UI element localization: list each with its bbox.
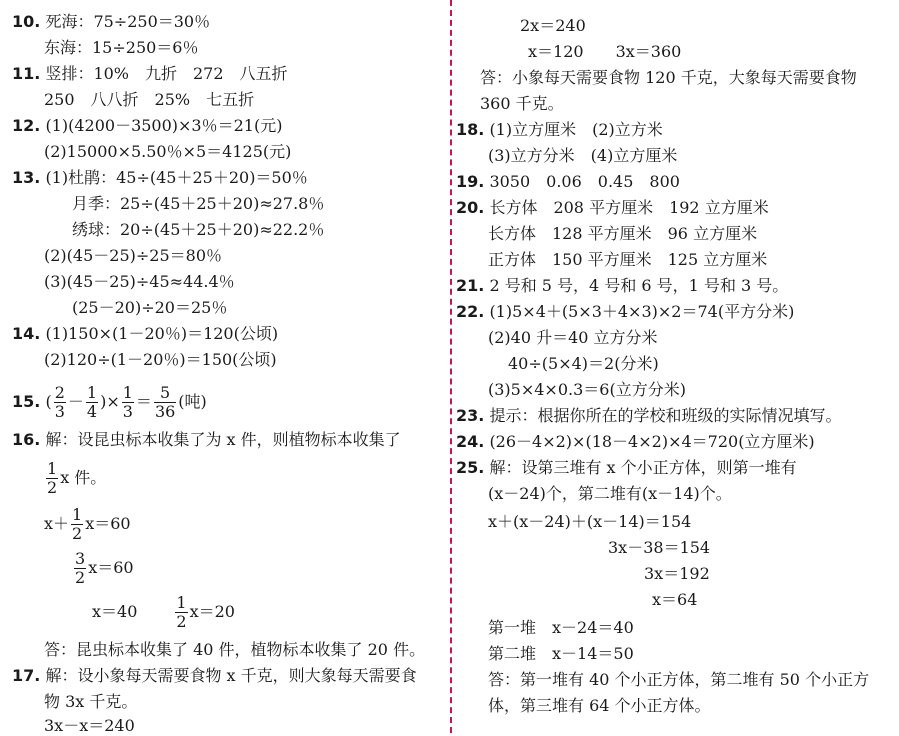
numerator: 1 — [176, 593, 187, 612]
problem-24 — [456, 432, 815, 452]
problem-number: 13. — [12, 168, 41, 187]
problem-number: 22. — [456, 302, 485, 321]
numerator: 1 — [86, 383, 98, 402]
answer-line: 绣球：20÷(45＋25＋20)≈22.2％ — [72, 220, 325, 239]
fraction — [54, 384, 66, 421]
problem-13 — [12, 168, 308, 188]
denominator: 3 — [122, 402, 133, 421]
answer-line: (2)15000×5.50％×5＝4125(元) — [44, 142, 292, 161]
text: x＝60 — [88, 558, 134, 577]
problem-22 — [456, 302, 794, 322]
equation — [92, 592, 235, 632]
problem-10 — [12, 12, 210, 32]
answer-line: 2 号和 5 号，4 号和 6 号，1 号和 3 号。 — [489, 276, 789, 295]
problem-number: 14. — [12, 324, 41, 343]
answer-line: (2)(45－25)÷25＝80％ — [44, 246, 222, 265]
fraction — [154, 384, 176, 421]
text: x＝40 — [92, 602, 138, 621]
problem-number: 12. — [12, 116, 41, 135]
denominator: 36 — [154, 402, 176, 421]
numerator: 1 — [72, 505, 83, 524]
answer-line: (1)150×(1－20％)＝120(公顷) — [45, 324, 279, 343]
fraction — [71, 506, 83, 543]
fraction — [86, 384, 98, 421]
problem-12 — [12, 116, 282, 136]
problem-number: 18. — [456, 120, 485, 139]
problem-20 — [456, 198, 769, 218]
problem-number: 19. — [456, 172, 485, 191]
answer-line: 物 3x 千克。 — [44, 692, 138, 711]
denominator: 3 — [54, 402, 65, 421]
denominator: 4 — [86, 402, 98, 421]
numerator: 5 — [154, 384, 176, 403]
answer-line: 第一堆 x－24＝40 — [488, 618, 634, 637]
answer-line: (1)(4200－3500)×3％＝21(元) — [45, 116, 283, 135]
problem-number: 25. — [456, 458, 485, 477]
fraction — [46, 460, 58, 497]
equation — [44, 504, 131, 544]
answer-line: (3)(45－25)÷45≈44.4％ — [44, 272, 235, 291]
equation: x＋(x－24)＋(x－14)＝154 — [488, 512, 692, 531]
problem-14 — [12, 324, 278, 344]
answer-line: (26－4×2)×(18－4×2)×4＝720(立方厘米) — [489, 432, 815, 451]
denominator: 2 — [75, 568, 86, 587]
answer-line: 40÷(5×4)＝2(分米) — [508, 354, 659, 373]
problem-number: 11. — [12, 64, 41, 83]
equation — [72, 548, 134, 588]
answer-line: 答：第一堆有 40 个小正方体，第二堆有 50 个小正方 — [488, 670, 870, 689]
answer-line: 长方体 208 平方厘米 192 立方厘米 — [489, 198, 769, 217]
operator: ＝ — [135, 392, 152, 411]
answer-line: 体，第三堆有 64 个小正方体。 — [488, 696, 711, 715]
problem-19 — [456, 172, 680, 192]
denominator: 2 — [176, 612, 187, 631]
answer-line: 3050 0.06 0.45 800 — [489, 172, 680, 191]
text: x 件。 — [60, 468, 107, 487]
operator: )× — [100, 392, 120, 411]
equation: 3x－38＝154 — [608, 538, 711, 557]
answer-line: 东海：15÷250＝6％ — [44, 38, 199, 57]
numerator: 2 — [54, 383, 65, 402]
problem-number: 15. — [12, 392, 41, 411]
equation: 2x＝240 — [520, 16, 586, 35]
paren-open: ( — [45, 392, 52, 411]
problem-number: 10. — [12, 12, 41, 31]
equation: x＝64 — [652, 590, 698, 609]
answer-line: 答：小象每天需要食物 120 千克，大象每天需要食物 — [480, 68, 857, 87]
answer-line: 答：昆虫标本收集了 40 件，植物标本收集了 20 件。 — [44, 640, 426, 659]
answer-line: (1)5×4＋(5×3＋4×3)×2＝74(平方分米) — [489, 302, 795, 321]
fraction — [122, 384, 134, 421]
denominator: 2 — [72, 524, 83, 543]
answer-line: (1)杜鹃：45÷(45＋25＋20)＝50％ — [45, 168, 308, 187]
unit: (吨) — [178, 392, 207, 411]
problem-number: 23. — [456, 406, 485, 425]
answer-line: 360 千克。 — [480, 94, 564, 113]
numerator: 1 — [47, 459, 58, 478]
problem-number: 17. — [12, 666, 41, 685]
problem-23 — [456, 406, 841, 426]
fraction — [175, 594, 187, 631]
problem-number: 20. — [456, 198, 485, 217]
operator: － — [67, 392, 84, 411]
problem-21 — [456, 276, 788, 296]
equation: x＝120 3x＝360 — [528, 42, 682, 61]
answer-line: (1)立方厘米 (2)立方米 — [489, 120, 663, 139]
denominator: 2 — [47, 478, 58, 497]
answer-line: 250 八八折 25% 七五折 — [44, 90, 255, 109]
numerator: 3 — [75, 549, 86, 568]
answer-line: (x－24)个，第二堆有(x－14)个。 — [488, 484, 732, 503]
numerator: 1 — [122, 383, 133, 402]
answer-line: (3)立方分米 (4)立方厘米 — [488, 146, 678, 165]
text: x＝60 — [85, 514, 131, 533]
answer-line — [44, 458, 106, 498]
answer-line: 解：设昆虫标本收集了为 x 件，则植物标本收集了 — [45, 430, 401, 449]
problem-11 — [12, 64, 288, 84]
fraction — [74, 550, 86, 587]
answer-line: 解：设小象每天需要食物 x 千克，则大象每天需要食 — [45, 666, 417, 685]
problem-18 — [456, 120, 663, 140]
problem-number: 21. — [456, 276, 485, 295]
answer-line: (25－20)÷20＝25％ — [72, 298, 228, 317]
answer-line: (2)40 升＝40 立方分米 — [488, 328, 658, 347]
answer-line: 竖排：10% 九折 272 八五折 — [45, 64, 288, 83]
answer-line: 正方体 150 平方厘米 125 立方厘米 — [488, 250, 768, 269]
problem-number: 24. — [456, 432, 485, 451]
answer-line: 长方体 128 平方厘米 96 立方厘米 — [488, 224, 758, 243]
answer-line: 第二堆 x－14＝50 — [488, 644, 634, 663]
text: x＝20 — [189, 602, 235, 621]
problem-17 — [12, 666, 417, 686]
problem-number: 16. — [12, 430, 41, 449]
answer-line: 提示：根据你所在的学校和班级的实际情况填写。 — [489, 406, 842, 425]
text: x＋ — [44, 514, 70, 533]
column-divider — [450, 0, 452, 733]
answer-line: (2)120÷(1－20％)＝150(公顷) — [44, 350, 277, 369]
problem-16 — [12, 430, 401, 450]
problem-25 — [456, 458, 797, 478]
equation: 3x－x＝240 — [44, 716, 135, 735]
answer-line: 死海：75÷250＝30％ — [45, 12, 211, 31]
equation: 3x＝192 — [644, 564, 710, 583]
answer-line: 月季：25÷(45＋25＋20)≈27.8％ — [72, 194, 325, 213]
answer-line: (3)5×4×0.3＝6(立方分米) — [488, 380, 686, 399]
problem-15 — [12, 382, 207, 422]
answer-line: 解：设第三堆有 x 个小正方体，则第一堆有 — [489, 458, 797, 477]
